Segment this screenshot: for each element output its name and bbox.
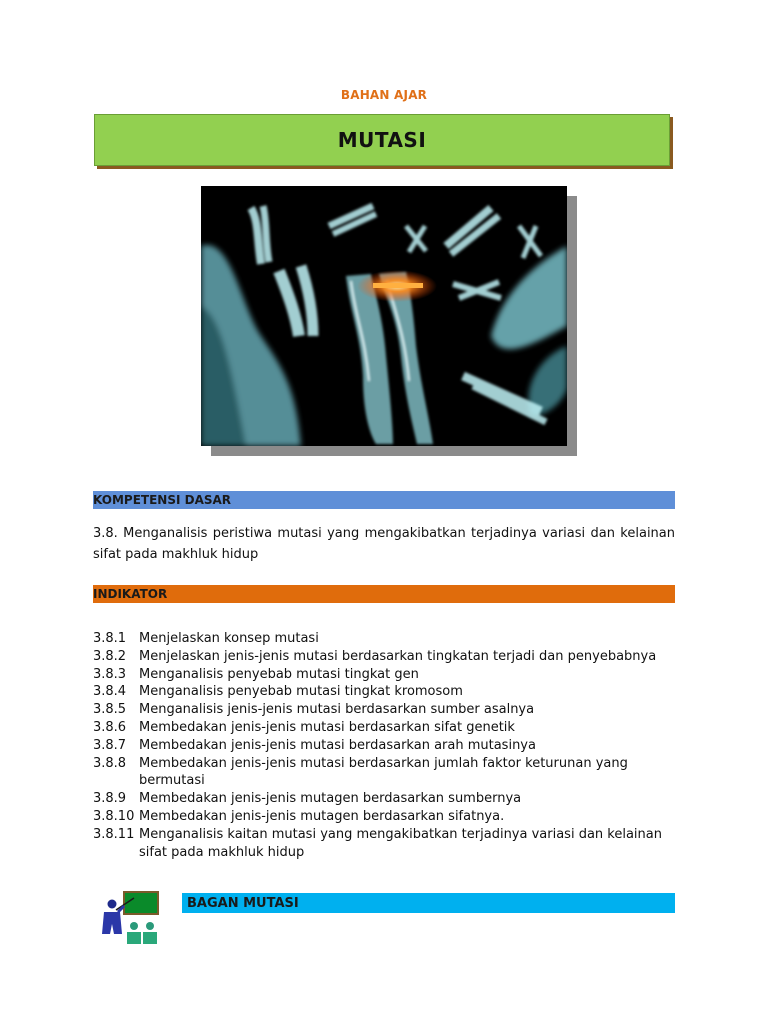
kompetensi-dasar-heading-text: KOMPETENSI DASAR — [93, 493, 232, 507]
list-item — [93, 737, 683, 755]
indikator-heading-text: INDIKATOR — [93, 587, 168, 601]
item-text: Membedakan jenis-jenis mutagen berdasarkan sifatnya. — [139, 808, 505, 824]
item-number: 3.8.4 — [93, 684, 127, 700]
item-text: Membedakan jenis-jenis mutagen berdasarkan sumbernya — [139, 791, 522, 807]
list-item — [93, 630, 683, 648]
chromosomes-photo — [201, 186, 567, 446]
item-text: Menganalisis kaitan mutasi yang mengakibatkan terjadinya variasi dan kelainan sifat pada makhluk hidup — [139, 826, 662, 860]
list-item — [93, 719, 683, 737]
kompetensi-dasar-heading — [93, 491, 675, 509]
list-item — [93, 648, 683, 666]
list-item — [93, 790, 683, 808]
teacher-classroom-icon — [100, 890, 162, 946]
indikator-list — [93, 630, 683, 861]
list-item — [93, 683, 683, 701]
indikator-heading — [93, 585, 675, 603]
item-number: 3.8.11 — [93, 826, 135, 842]
list-item — [93, 808, 683, 826]
item-number: 3.8.6 — [93, 719, 127, 735]
item-number: 3.8.5 — [93, 702, 127, 718]
document-title: MUTASI — [337, 128, 427, 152]
item-text: Membedakan jenis-jenis mutasi berdasarkan arah mutasinya — [139, 737, 536, 753]
bagan-mutasi-heading-text: BAGAN MUTASI — [187, 895, 299, 911]
item-number: 3.8.9 — [93, 791, 127, 807]
item-number: 3.8.3 — [93, 666, 127, 682]
item-text: Menganalisis penyebab mutasi tingkat kromosom — [139, 684, 463, 700]
item-number: 3.8.7 — [93, 737, 127, 753]
kompetensi-dasar-text: 3.8. Menganalisis peristiwa mutasi yang mengakibatkan terjadinya variasi dan kelainan sifat pada makhluk hidup — [93, 526, 675, 562]
item-text: Menganalisis jenis-jenis mutasi berdasarkan sumber asalnya — [139, 702, 535, 718]
list-item — [93, 701, 683, 719]
title-banner — [94, 114, 670, 166]
item-number: 3.8.2 — [93, 648, 127, 664]
item-text: Membedakan jenis-jenis mutasi berdasarkan jumlah faktor keturunan yang bermutasi — [139, 755, 628, 789]
item-text: Menganalisis penyebab mutasi tingkat gen — [139, 666, 419, 682]
list-item — [93, 755, 683, 791]
bagan-mutasi-heading — [182, 893, 675, 913]
document-eyebrow: BAHAN AJAR — [340, 88, 428, 102]
item-number: 3.8.10 — [93, 808, 135, 824]
item-text: Menjelaskan jenis-jenis mutasi berdasarkan tingkatan terjadi dan penyebabnya — [139, 648, 657, 664]
list-item — [93, 666, 683, 684]
item-text: Membedakan jenis-jenis mutasi berdasarkan sifat genetik — [139, 719, 515, 735]
list-item — [93, 826, 683, 862]
item-number: 3.8.1 — [93, 631, 127, 646]
item-number: 3.8.8 — [93, 755, 127, 771]
item-text: Menjelaskan konsep mutasi — [139, 631, 319, 646]
chromosomes-illustration — [201, 186, 567, 446]
